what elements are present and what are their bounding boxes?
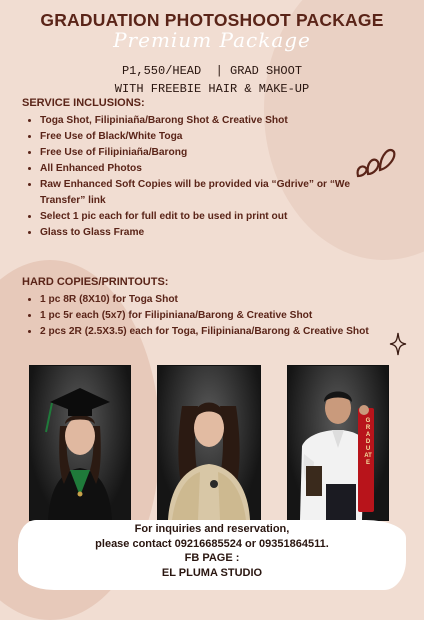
price-line-2: WITH FREEBIE HAIR & MAKE-UP [114, 82, 310, 96]
contact-numbers: please contact 09216685524 or 09351864511. [95, 537, 329, 550]
list-item: • 1 pc 5r each (5x7) for Filipiniana/Barong & Creative Shot [40, 308, 370, 324]
list-item: • All Enhanced Photos [40, 161, 380, 177]
footer-line-1: For inquiries and reservation, [134, 523, 290, 535]
list-item: • Free Use of Black/White Toga [40, 129, 380, 145]
list-item: • Raw Enhanced Soft Copies will be provided via “Gdrive” or “We Transfer” link [40, 177, 380, 209]
list-item: • Select 1 pic each for full edit to be used in print out [40, 209, 380, 225]
list-item: • 2 pcs 2R (2.5X3.5) each for Toga, Filipiniana/Barong & Creative Shot [40, 324, 370, 340]
price-block [0, 62, 424, 98]
toga-photo [29, 365, 131, 521]
fb-page-label: FB PAGE : [184, 552, 240, 564]
list-item: • 1 pc 8R (8X10) for Toga Shot [40, 292, 370, 308]
contact-footer [0, 522, 424, 580]
service-inclusions-heading: SERVICE INCLUSIONS: [22, 97, 145, 109]
page-title: GRADUATION PHOTOSHOOT PACKAGE [40, 10, 384, 30]
barong-photo [287, 365, 389, 521]
price-line-1: P1,550/HEAD | GRAD SHOOT [121, 64, 303, 78]
list-item: • Glass to Glass Frame [40, 225, 380, 241]
service-inclusions-list [28, 113, 380, 241]
list-item: • Toga Shot, Filipiniaña/Barong Shot & Creative Shot [40, 113, 380, 129]
list-item: • Free Use of Filipiniaña/Barong [40, 145, 380, 161]
sparkle-icon [389, 332, 407, 356]
hard-copies-list [28, 292, 370, 340]
package-subtitle: Premium Package [113, 28, 311, 52]
graduate-sash-text: GRADUATE [364, 418, 372, 466]
filipiniana-photo [157, 365, 261, 521]
studio-name: EL PLUMA STUDIO [161, 566, 263, 579]
hard-copies-heading: HARD COPIES/PRINTOUTS: [22, 276, 169, 288]
